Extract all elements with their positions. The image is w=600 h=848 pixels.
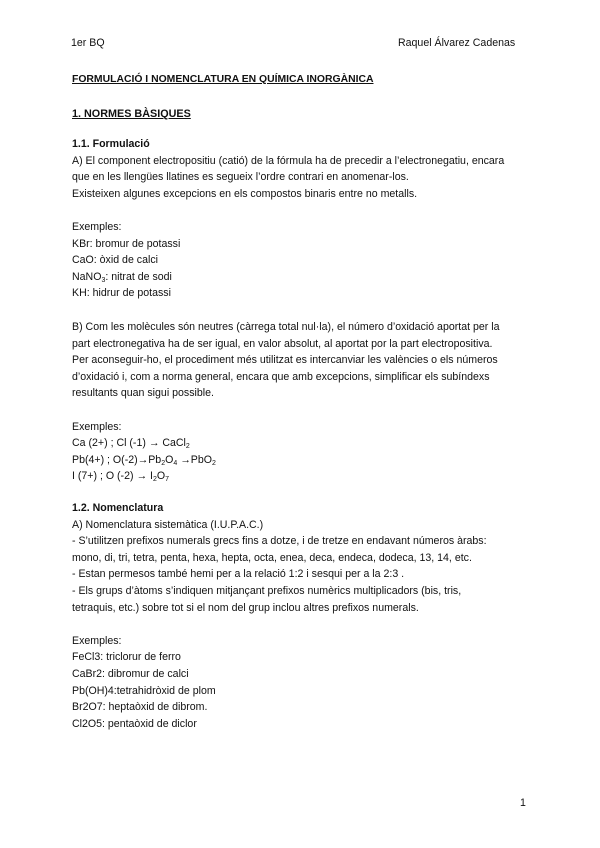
example-item: I (7+) ; O $(-2) \to I_2O_7$ (72, 470, 169, 484)
subsection-nomenclatura (72, 500, 542, 732)
subsection-heading: 1.1. Formulació (72, 138, 150, 150)
paragraph-line: resultants quan sigui possible. (72, 387, 214, 400)
example-item: NaNO$_3$: nitrat de sodi (72, 270, 172, 284)
paragraph-line: B) Com les molècules són neutres (càrrega total nul·la), el número d’oxidació aportat per la (72, 321, 500, 333)
page-number: 1 (520, 797, 526, 809)
header-author: Raquel Álvarez Cadenas (398, 37, 516, 49)
paragraph-line: A) Nomenclatura sistemàtica (I.U.P.A.C.) (72, 518, 264, 531)
header-course: 1er BQ (71, 37, 105, 49)
paragraph-line: - Els grups d’àtoms s’indiquen mitjançant prefixos numèrics multiplicadors (bis, tris, (72, 584, 462, 597)
example-item: Pb(4+) ; $O(-2)\to Pb_2O_4 \to PbO_2$ (72, 453, 216, 467)
paragraph-line: - Estan permesos també hemi per a la relació 1:2 i sesqui per a la 2:3 . (72, 568, 405, 581)
examples-label: Exemples: (72, 420, 122, 433)
paragraph-line: Existeixen algunes excepcions en els compostos binaris entre no metalls. (72, 187, 418, 200)
paragraph-line: que en les llengües llatines es segueix l’ordre contrari en anomenar-los. (72, 171, 409, 184)
example-item: Cl2O5: pentaòxid de diclor (72, 717, 197, 730)
example-item: Pb(OH)4:tetrahidròxid de plom (72, 684, 216, 697)
paragraph-line: tetraquis, etc.) sobre tot si el nom del grup inclou altres prefixos numerals. (72, 601, 419, 614)
paragraph-line: A) El component electropositiu (catió) de la fórmula ha de precedir a l’electronegatiu, encara (72, 154, 505, 167)
paragraph-line: d’oxidació i, com a norma general, encara que amb excepcions, simplificar els subíndexs (72, 370, 490, 383)
example-item: KBr: bromur de potassi (72, 237, 181, 250)
document-title: FORMULACIÓ I NOMENCLATURA EN QUÍMICA INORGÀNICA (72, 74, 374, 85)
subsection-formulacio (72, 136, 542, 302)
paragraph-line: Per aconseguir-ho, el procediment més utilitzat es intercanviar les valències o els números (72, 354, 498, 367)
example-item: Ca (2+) ; Cl (-1) → CaCl$_2$ (72, 437, 190, 451)
subsection-heading: 1.2. Nomenclatura (72, 502, 164, 514)
example-item: CaO: òxid de calci (72, 254, 158, 267)
paragraph-line: - S’utilitzen prefixos numerals grecs fins a dotze, i de tretze en endavant números àrabs: (72, 535, 487, 548)
examples-label: Exemples: (72, 634, 122, 647)
example-item: FeCl3: triclorur de ferro (72, 651, 181, 664)
paragraph-line: mono, di, tri, tetra, penta, hexa, hepta, octa, enea, deca, endeca, dodeca, 13, 14, etc. (72, 551, 472, 564)
example-item: Br2O7: heptaòxid de dibrom. (72, 701, 208, 714)
example-item: CaBr2: dibromur de calci (72, 667, 189, 680)
section-heading: 1. NORMES BÀSIQUES (72, 108, 191, 120)
examples-label: Exemples: (72, 220, 122, 233)
example-item: KH: hidrur de potassi (72, 287, 171, 300)
paragraph-line: part electronegativa ha de ser igual, en valor absolut, al aportat por la part electropositiva. (72, 337, 493, 350)
paragraph-b (72, 319, 542, 485)
